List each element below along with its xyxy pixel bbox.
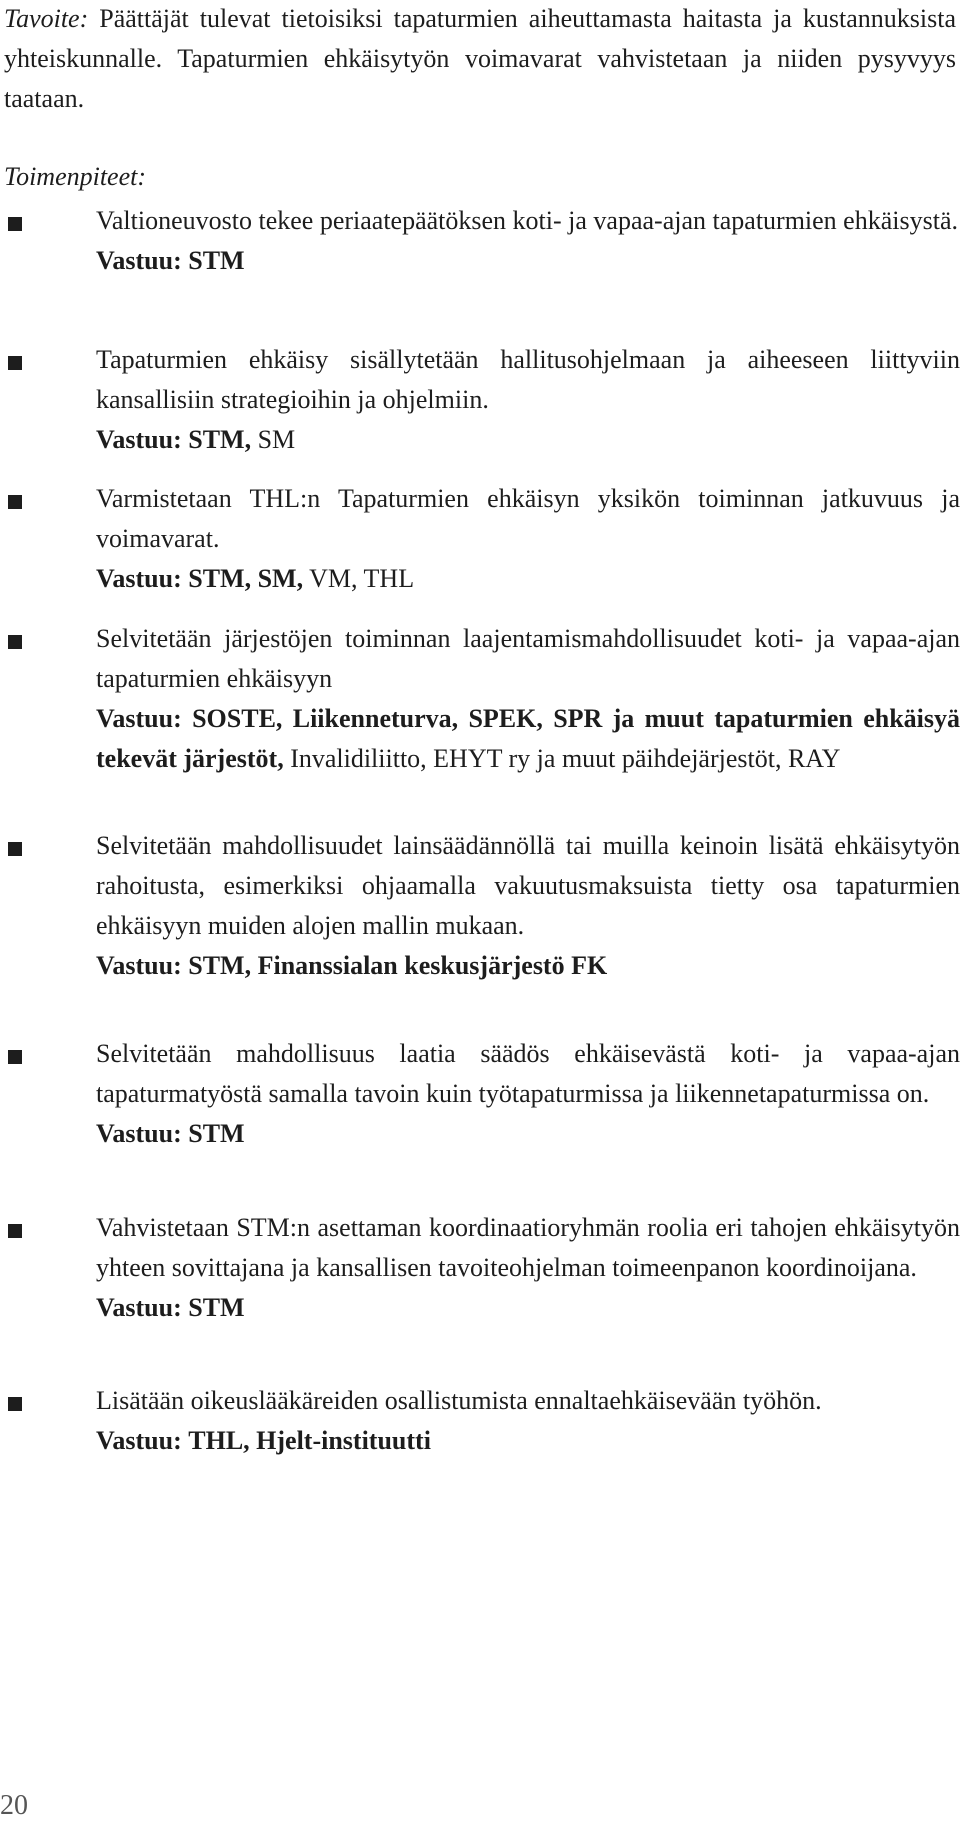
- responsibility-label: Vastuu:: [96, 1119, 182, 1148]
- responsibility-primary: STM: [188, 1119, 245, 1148]
- square-bullet-icon: [8, 1397, 22, 1411]
- list-item-body: [96, 1381, 960, 1461]
- list-item-body: [96, 201, 960, 281]
- square-bullet-icon: [8, 1224, 22, 1238]
- list-item-text: Lisätään oikeuslääkäreiden osallistumista ennaltaehkäisevään työhön.: [96, 1386, 822, 1415]
- list-item-text: Selvitetään järjestöjen toiminnan laajentamismahdollisuudet koti- ja vapaa-ajan tapaturmien ehkäisyyn: [96, 624, 960, 693]
- list-item-body: [96, 340, 960, 460]
- list-item: [4, 826, 960, 986]
- list-item: [4, 1208, 960, 1328]
- responsibility-label: Vastuu:: [96, 704, 182, 733]
- list-item: [4, 1381, 960, 1461]
- responsibility-primary: STM,: [188, 425, 252, 454]
- square-bullet-icon: [8, 495, 22, 509]
- list-item: [4, 479, 960, 599]
- square-bullet-icon: [8, 217, 22, 231]
- list-item: [4, 1034, 960, 1154]
- list-item-text: Valtioneuvosto tekee periaatepäätöksen koti- ja vapaa-ajan tapaturmien ehkäisystä.: [96, 206, 958, 235]
- responsibility-primary: THL, Hjelt-instituutti: [188, 1426, 431, 1455]
- list-item-body: [96, 1208, 960, 1328]
- responsibility-label: Vastuu:: [96, 1293, 182, 1322]
- responsibility-primary: STM: [188, 246, 245, 275]
- list-item: [4, 340, 960, 460]
- responsibility-label: Vastuu:: [96, 425, 182, 454]
- list-item-text: Varmistetaan THL:n Tapaturmien ehkäisyn yksikön toiminnan jatkuvuus ja voimavarat.: [96, 484, 960, 553]
- goal-paragraph: [4, 0, 956, 119]
- list-item-text: Selvitetään mahdollisuudet lainsäädännöllä tai muilla keinoin lisätä ehkäisytyön rahoitusta, esimerkiksi ohjaamalla vakuutusmaksuista tietty osa tapaturmien ehkäisyyn muiden alojen mallin mukaan.: [96, 831, 960, 940]
- responsibility-primary: SOSTE, Liikenneturva, SPEK, SPR ja muut tapaturmien ehkäisyä tekevät järjestöt,: [96, 704, 960, 773]
- list-item-text: Vahvistetaan STM:n asettaman koordinaatioryhmän roolia eri tahojen ehkäisytyön yhteen sovittajana ja kansallisen tavoiteohjelman toimeenpanon koordinoijana.: [96, 1213, 960, 1282]
- responsibility-primary: STM, SM,: [188, 564, 304, 593]
- responsibility-primary: STM, Finanssialan keskusjärjestö FK: [188, 951, 608, 980]
- responsibility-label: Vastuu:: [96, 1426, 182, 1455]
- list-item-body: [96, 479, 960, 599]
- square-bullet-icon: [8, 1050, 22, 1064]
- responsibility-secondary: VM, THL: [309, 564, 415, 593]
- responsibility-label: Vastuu:: [96, 564, 182, 593]
- square-bullet-icon: [8, 635, 22, 649]
- measures-heading: Toimenpiteet:: [4, 162, 147, 191]
- goal-text: Päättäjät tulevat tietoisiksi tapaturmien aiheuttamasta haitasta ja kustannuksista yhteiskunnalle. Tapaturmien ehkäisytyön voimavarat vahvistetaan ja niiden pysyvyys taataan.: [4, 4, 956, 113]
- responsibility-label: Vastuu:: [96, 246, 182, 275]
- list-item-body: [96, 619, 960, 779]
- responsibility-primary: STM: [188, 1293, 245, 1322]
- responsibility-label: Vastuu:: [96, 951, 182, 980]
- list-item: [4, 619, 960, 779]
- responsibility-secondary: Invalidiliitto, EHYT ry ja muut päihdejärjestöt, RAY: [290, 744, 841, 773]
- list-item-text: Tapaturmien ehkäisy sisällytetään hallitusohjelmaan ja aiheeseen liittyviin kansallisiin strategioihin ja ohjelmiin.: [96, 345, 960, 414]
- list-item-body: [96, 1034, 960, 1154]
- list-item-body: [96, 826, 960, 986]
- page-number: 20: [0, 1790, 28, 1821]
- square-bullet-icon: [8, 356, 22, 370]
- list-item: [4, 201, 960, 281]
- square-bullet-icon: [8, 842, 22, 856]
- goal-label: Tavoite:: [4, 4, 89, 33]
- list-item-text: Selvitetään mahdollisuus laatia säädös ehkäisevästä koti- ja vapaa-ajan tapaturmatyöstä samalla tavoin kuin työtapaturmissa ja liikennetapaturmissa on.: [96, 1039, 960, 1108]
- responsibility-secondary: SM: [257, 425, 296, 454]
